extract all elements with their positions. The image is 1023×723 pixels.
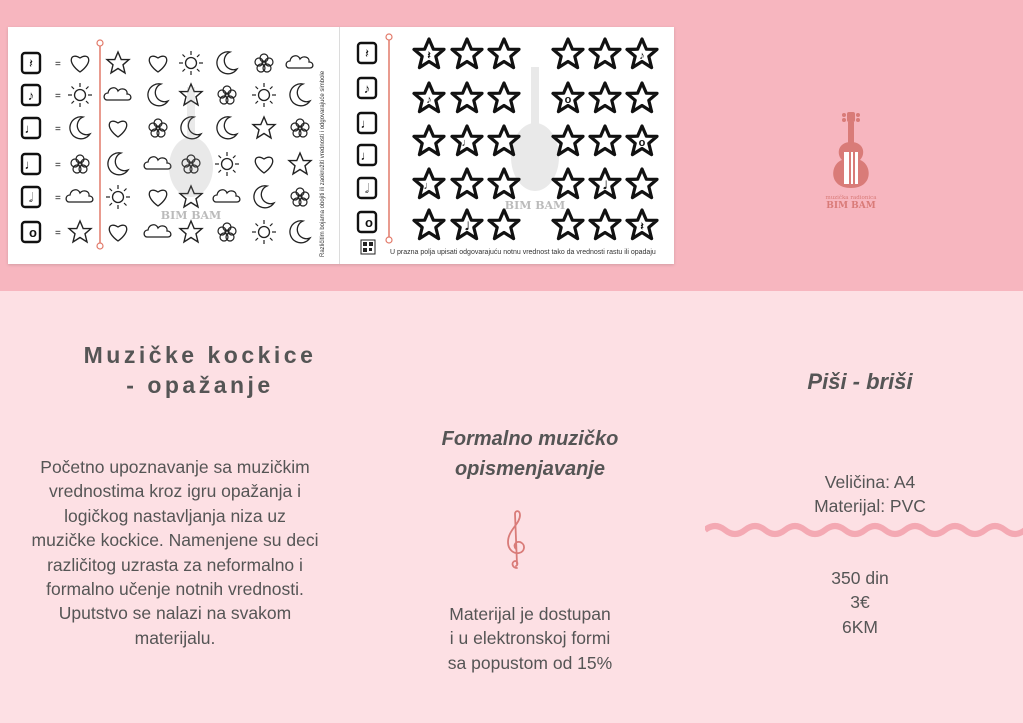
- svg-text:♪: ♪: [363, 81, 371, 96]
- svg-text:o: o: [638, 137, 646, 149]
- watermark-right: BIM BAM: [504, 199, 566, 212]
- price-km: 6KM: [842, 616, 878, 637]
- middle-title-line-1: Formalno muzičko: [441, 428, 619, 450]
- treble-clef-icon: [502, 508, 530, 572]
- size-spec: Veličina: A4: [824, 472, 916, 492]
- left-note-column: [22, 53, 40, 242]
- middle-title: [400, 424, 660, 484]
- svg-text:o: o: [29, 225, 37, 240]
- worksheet-divider: [339, 27, 340, 264]
- svg-text:=: =: [55, 59, 61, 70]
- svg-text:=: =: [55, 91, 61, 102]
- logo-subtitle: muzička radionica: [825, 195, 877, 201]
- product-description: [10, 455, 340, 650]
- svg-text:o: o: [564, 94, 572, 106]
- svg-text:♩: ♩: [423, 180, 435, 192]
- offer-line: Materijal je dostupan: [449, 604, 611, 624]
- right-title: Piši - briši: [807, 369, 913, 394]
- description-line: vrednostima kroz igru opažanja i: [49, 481, 301, 502]
- description-line: muzičke kockice. Namenjene su deci: [31, 530, 319, 551]
- svg-text:♪: ♪: [426, 94, 432, 106]
- side-instruction: Različitim bojama obojiti ili zaokružiti vrednosti i odgovarajuće simbole: [320, 70, 326, 257]
- description-line: logičkog nastavljanja niza uz: [64, 505, 286, 526]
- logo-name: BIM BAM: [826, 201, 876, 211]
- product-title-line-1: Muzičke kockice: [83, 342, 317, 368]
- svg-text:♩: ♩: [461, 137, 473, 149]
- description-line: Uputstvo se nalazi na svakom: [58, 603, 292, 624]
- svg-text:𝅗𝅥: 𝅗𝅥: [364, 181, 370, 196]
- watermark-left: BIM BAM: [160, 209, 222, 222]
- svg-text:♪: ♪: [27, 88, 35, 103]
- offer-line: i u elektronskoj formi: [449, 628, 611, 649]
- description-line: Početno upoznavanje sa muzičkim: [40, 457, 310, 477]
- svg-text:♩: ♩: [24, 157, 38, 172]
- svg-text:𝄽: 𝄽: [365, 46, 369, 61]
- worksheet-graphic: [8, 27, 674, 264]
- svg-text:♪: ♪: [639, 50, 645, 62]
- offer-line: sa popustom od 15%: [447, 652, 613, 673]
- svg-text:𝄽: 𝄽: [29, 56, 33, 71]
- price-din: 350 din: [831, 568, 889, 588]
- description-line: različitog uzrasta za neformalno i: [47, 554, 303, 575]
- svg-text:𝅗𝅥: 𝅗𝅥: [603, 180, 607, 192]
- price-eur: 3€: [850, 592, 870, 613]
- product-title: [20, 340, 380, 400]
- material-spec: Materijal: PVC: [814, 496, 926, 517]
- svg-text:o: o: [365, 215, 373, 230]
- electronic-offer: [400, 602, 660, 675]
- svg-text:=: =: [55, 228, 61, 239]
- svg-text:𝅗𝅥: 𝅗𝅥: [465, 221, 469, 233]
- svg-text:♩: ♩: [360, 148, 374, 163]
- qr-code: [361, 240, 375, 254]
- wave-divider: [705, 520, 1023, 540]
- specifications: [770, 470, 970, 519]
- svg-text:𝄽: 𝄽: [427, 50, 431, 62]
- product-title-line-2: - opažanje: [126, 372, 274, 398]
- svg-text:=: =: [55, 124, 61, 135]
- svg-text:=: =: [55, 160, 61, 171]
- svg-text:=: =: [55, 193, 61, 204]
- svg-text:𝄽: 𝄽: [640, 221, 644, 233]
- description-line: formalno učenje notnih vrednosti.: [46, 579, 304, 600]
- svg-text:♩: ♩: [360, 116, 374, 131]
- description-line: materijalu.: [134, 627, 216, 648]
- svg-text:♩: ♩: [24, 121, 38, 136]
- right-note-column: [358, 43, 376, 232]
- middle-title-line-2: opismenjavanje: [454, 458, 606, 480]
- worksheet-preview: [8, 27, 674, 264]
- prices: [770, 566, 950, 639]
- svg-text:𝅗𝅥: 𝅗𝅥: [28, 190, 34, 205]
- worksheet-caption: U prazna polja upisati odgovarajuću notnu vrednost tako da vrednosti rastu ili opadaju: [390, 249, 656, 256]
